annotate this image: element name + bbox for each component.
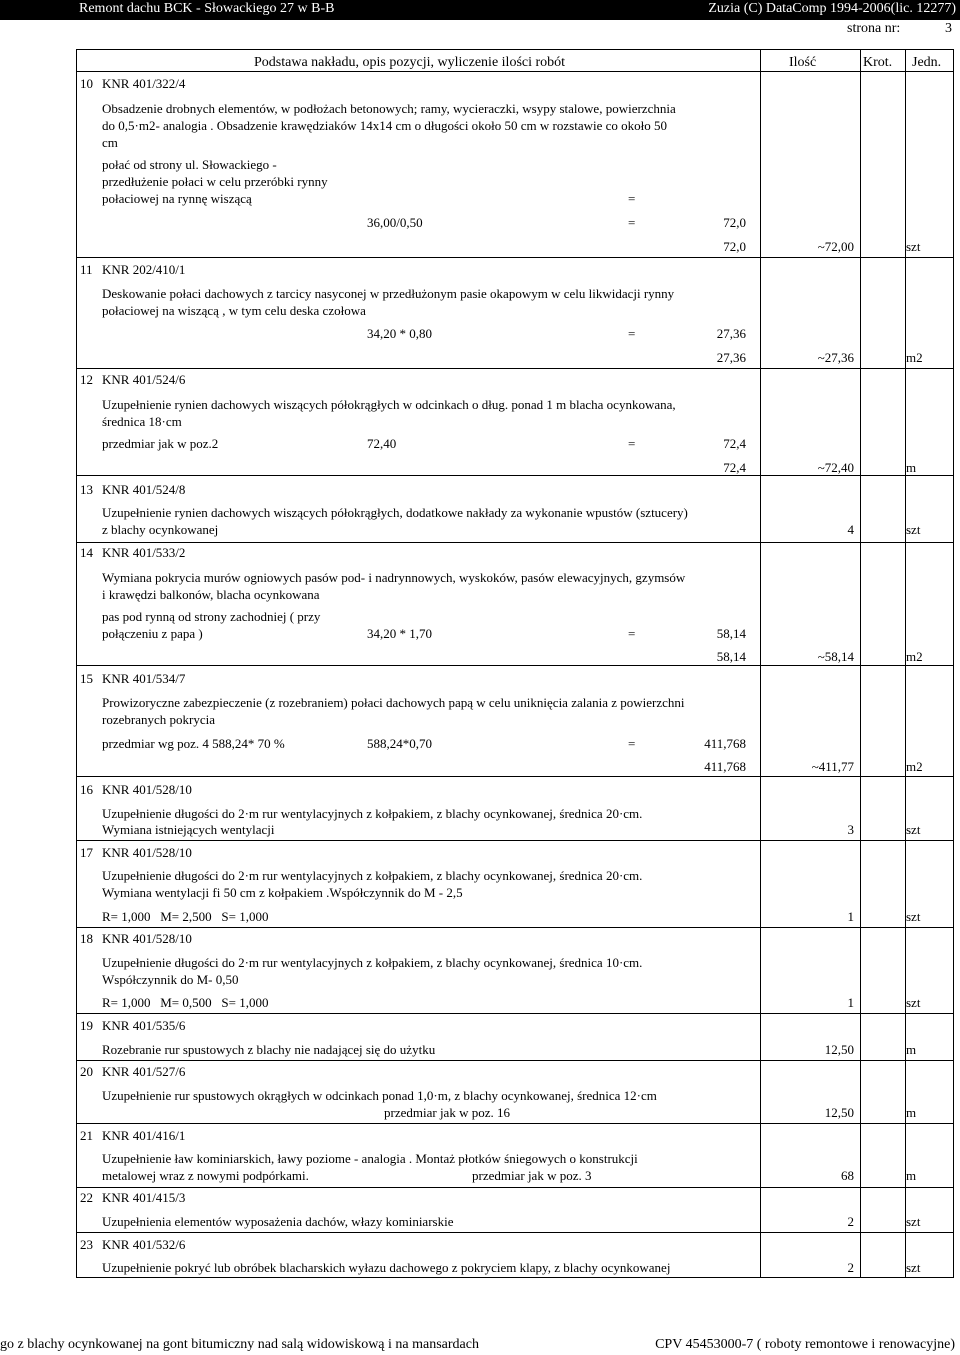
page-number: 3 xyxy=(945,21,952,36)
item-code: KNR 401/527/6 xyxy=(102,1064,186,1079)
item-partial: 411,768 xyxy=(704,736,746,751)
item-quantity: 3 xyxy=(847,822,854,837)
item-equals: = xyxy=(628,736,636,751)
item-formula: 34,20 * 1,70 xyxy=(367,626,432,641)
item-calc-note: połączeniu z papa ) xyxy=(102,626,203,641)
item-unit: m xyxy=(906,1042,917,1057)
item-unit: m xyxy=(906,460,917,475)
item-description: rozebranych pokrycia xyxy=(102,712,215,727)
page-label: strona nr: xyxy=(847,21,901,36)
item-unit: szt xyxy=(906,1260,921,1275)
column-divider-quantity xyxy=(760,49,761,1278)
item-krot: ~411,77 xyxy=(811,759,854,774)
item-code: KNR 401/524/8 xyxy=(102,482,186,497)
item-description: Wymiana istniejących wentylacji xyxy=(102,822,275,837)
item-unit: szt xyxy=(906,995,921,1010)
item-description: Wymiana wentylacji fi 50 cm z kołpakiem .Współczynnik do M - 2,5 xyxy=(102,885,463,900)
item-krot: ~58,14 xyxy=(817,649,854,664)
footer-cpv-code: CPV 45453000-7 ( roboty remontowe i renowacyjne) xyxy=(655,1337,955,1352)
item-description: Prowizoryczne zabezpieczenie (z rozebraniem) połaci dachowych papą w celu uniknięcia zalania z powierzchni xyxy=(102,695,685,710)
item-sum: 411,768 xyxy=(704,759,746,774)
item-number: 13 xyxy=(80,482,93,497)
row-separator xyxy=(76,1123,954,1124)
column-header-unit: Jedn. xyxy=(912,55,942,70)
item-description: Współczynnik do M- 0,50 xyxy=(102,972,239,987)
document-header-bar xyxy=(0,0,960,20)
item-code: KNR 401/534/7 xyxy=(102,671,186,686)
table-header-rule xyxy=(76,71,954,72)
item-sum: 72,0 xyxy=(723,239,746,254)
item-code: KNR 401/322/4 xyxy=(102,76,186,91)
row-separator xyxy=(76,368,954,369)
item-krot: ~27,36 xyxy=(817,350,854,365)
row-separator xyxy=(76,1232,954,1233)
column-divider-krot xyxy=(860,49,861,1278)
item-unit: szt xyxy=(906,239,921,254)
item-code: KNR 202/410/1 xyxy=(102,262,186,277)
item-code: KNR 401/524/6 xyxy=(102,372,186,387)
item-partial: 58,14 xyxy=(716,626,746,641)
item-number: 11 xyxy=(80,262,93,277)
item-code: KNR 401/535/6 xyxy=(102,1018,186,1033)
item-description: Uzupełnienie pokryć lub obróbek blacharskich wyłazu dachowego z pokryciem klapy, z blachy ocynkowanej xyxy=(102,1260,671,1275)
item-calc-note: połać od strony ul. Słowackiego - xyxy=(102,157,277,172)
row-separator xyxy=(76,1060,954,1061)
item-calc-note: przedmiar wg poz. 4 588,24* 70 % xyxy=(102,736,285,751)
item-formula: 34,20 * 0,80 xyxy=(367,326,432,341)
row-separator xyxy=(76,1013,954,1014)
item-quantity: 12,50 xyxy=(824,1105,854,1120)
item-code: KNR 401/528/10 xyxy=(102,782,192,797)
row-separator xyxy=(76,665,954,666)
item-description: Uzupełnienie rynien dachowych wiszących półokrągłych w odcinkach o dług. ponad 1 m blacha ocynkowana, xyxy=(102,397,676,412)
item-partial: 72,4 xyxy=(723,436,746,451)
item-number: 12 xyxy=(80,372,93,387)
item-sum: 58,14 xyxy=(716,649,746,664)
item-description: średnica 18·cm xyxy=(102,414,182,429)
item-code: KNR 401/415/3 xyxy=(102,1190,186,1205)
row-separator xyxy=(76,927,954,928)
item-number: 21 xyxy=(80,1128,93,1143)
item-quantity: 1 xyxy=(847,909,854,924)
item-number: 15 xyxy=(80,671,93,686)
column-header-krot: Krot. xyxy=(863,55,893,70)
item-description: do 0,5·m2- analogia . Obsadzenie krawędziaków 14x14 cm o długości około 50 cm w rozstawie co około 50 xyxy=(102,118,667,133)
item-description: Uzupełnienie długości do 2·m rur wentylacyjnych z kołpakiem, z blachy ocynkowanej, średnica 20·cm. xyxy=(102,806,643,821)
item-description: z blachy ocynkowanej xyxy=(102,522,219,537)
item-krot: ~72,40 xyxy=(817,460,854,475)
item-description: Uzupełnienie ław kominiarskich, ławy poziome - analogia . Montaż płotków śniegowych o konstrukcji xyxy=(102,1151,638,1166)
item-quantity: 12,50 xyxy=(824,1042,854,1057)
item-code: KNR 401/533/2 xyxy=(102,545,186,560)
item-description: Rozebranie rur spustowych z blachy nie nadającej się do użytku xyxy=(102,1042,436,1057)
item-quantity: 2 xyxy=(847,1214,854,1229)
row-separator xyxy=(76,257,954,258)
row-separator xyxy=(76,542,954,543)
item-equals: = xyxy=(628,436,636,451)
item-unit: m2 xyxy=(906,350,923,365)
item-unit: szt xyxy=(906,522,921,537)
item-number: 20 xyxy=(80,1064,93,1079)
row-separator xyxy=(76,1187,954,1188)
item-calc-note: pas pod rynną od strony zachodniej ( przy xyxy=(102,609,321,624)
item-unit: m2 xyxy=(906,649,923,664)
item-description: metalowej wraz z nowymi podpórkami. xyxy=(102,1168,309,1183)
item-equals: = xyxy=(628,626,636,641)
column-header-quantity: Ilość xyxy=(789,55,817,70)
item-equals: = xyxy=(628,215,636,230)
item-coefficients: R= 1,000 M= 2,500 S= 1,000 xyxy=(102,909,269,924)
item-sum: 72,4 xyxy=(723,460,746,475)
item-sum: 27,36 xyxy=(716,350,746,365)
column-header-description: Podstawa nakładu, opis pozycji, wyliczenie ilości robót xyxy=(254,55,566,70)
item-unit: szt xyxy=(906,822,921,837)
item-calc-note: przedmiar jak w poz.2 xyxy=(102,436,219,451)
item-equals: = xyxy=(628,191,636,206)
item-partial: 27,36 xyxy=(716,326,746,341)
item-calc-note: połaciowej na rynnę wiszącą xyxy=(102,191,252,206)
item-code: KNR 401/528/10 xyxy=(102,845,192,860)
item-description: Uzupełnienie rur spustowych okrągłych w odcinkach ponad 1,0·m, z blachy ocynkowanej, średnica 12·cm xyxy=(102,1088,657,1103)
item-quantity: 1 xyxy=(847,995,854,1010)
item-formula: 36,00/0,50 xyxy=(367,215,423,230)
item-code: KNR 401/528/10 xyxy=(102,931,192,946)
item-quantity: 2 xyxy=(847,1260,854,1275)
item-partial: 72,0 xyxy=(723,215,746,230)
item-description: Uzupełnienie długości do 2·m rur wentylacyjnych z kołpakiem, z blachy ocynkowanej, średnica 10·cm. xyxy=(102,955,643,970)
row-separator xyxy=(76,776,954,777)
item-number: 10 xyxy=(80,76,93,91)
item-formula: 72,40 xyxy=(367,436,397,451)
item-description: i krawędzi balkonów, blacha ocynkowana xyxy=(102,587,320,602)
item-number: 22 xyxy=(80,1190,93,1205)
item-unit: m xyxy=(906,1105,917,1120)
item-description: Uzupełnienie długości do 2·m rur wentylacyjnych z kołpakiem, z blachy ocynkowanej, średnica 20·cm. xyxy=(102,868,643,883)
item-formula: 588,24*0,70 xyxy=(367,736,432,751)
item-description: Wymiana pokrycia murów ogniowych pasów pod- i nadrynnowych, wyskoków, pasów elewacyjnych, gzymsów xyxy=(102,570,686,585)
item-number: 19 xyxy=(80,1018,93,1033)
item-number: 23 xyxy=(80,1237,93,1252)
item-description: Obsadzenie drobnych elementów, w podłożach betonowych; ramy, wycieraczki, wsypy stalowe, powierzchnia xyxy=(102,101,676,116)
item-coefficients: R= 1,000 M= 0,500 S= 1,000 xyxy=(102,995,269,1010)
item-reference-note: przedmiar jak w poz. 16 xyxy=(384,1105,510,1120)
item-number: 17 xyxy=(80,845,93,860)
row-separator xyxy=(76,475,954,476)
item-description: połaciowej na wiszącą , w tym celu deska czołowa xyxy=(102,303,366,318)
footer-project-description: go z blachy ocynkowanej na gont bitumiczny nad salą widowiskową i na mansardach xyxy=(0,1337,479,1352)
item-unit: szt xyxy=(906,1214,921,1229)
item-description: Deskowanie połaci dachowych z tarcicy nasyconej w przedłużonym pasie okapowym w celu likwidacji rynny xyxy=(102,286,675,301)
item-number: 14 xyxy=(80,545,93,560)
item-description: Uzupełnienia elementów wyposażenia dachów, włazy kominiarskie xyxy=(102,1214,454,1229)
item-calc-note: przedłużenie połaci w celu przeróbki rynny xyxy=(102,174,328,189)
project-title: Remont dachu BCK - Słowackiego 27 w B-B xyxy=(79,1,335,16)
item-quantity: 68 xyxy=(841,1168,854,1183)
software-license: Zuzia (C) DataComp 1994-2006(lic. 12277) xyxy=(708,1,956,16)
item-unit: m2 xyxy=(906,759,923,774)
item-number: 18 xyxy=(80,931,93,946)
item-unit: m xyxy=(906,1168,917,1183)
item-number: 16 xyxy=(80,782,93,797)
item-krot: ~72,00 xyxy=(817,239,854,254)
item-code: KNR 401/532/6 xyxy=(102,1237,186,1252)
item-equals: = xyxy=(628,326,636,341)
item-code: KNR 401/416/1 xyxy=(102,1128,186,1143)
item-reference-note: przedmiar jak w poz. 3 xyxy=(472,1168,592,1183)
item-quantity: 4 xyxy=(847,522,854,537)
item-description: Uzupełnienie rynien dachowych wiszących półokrągłych, dodatkowe nakłady za wykonanie wpustów (sztucery) xyxy=(102,505,688,520)
row-separator xyxy=(76,840,954,841)
item-unit: szt xyxy=(906,909,921,924)
item-description: cm xyxy=(102,135,118,150)
